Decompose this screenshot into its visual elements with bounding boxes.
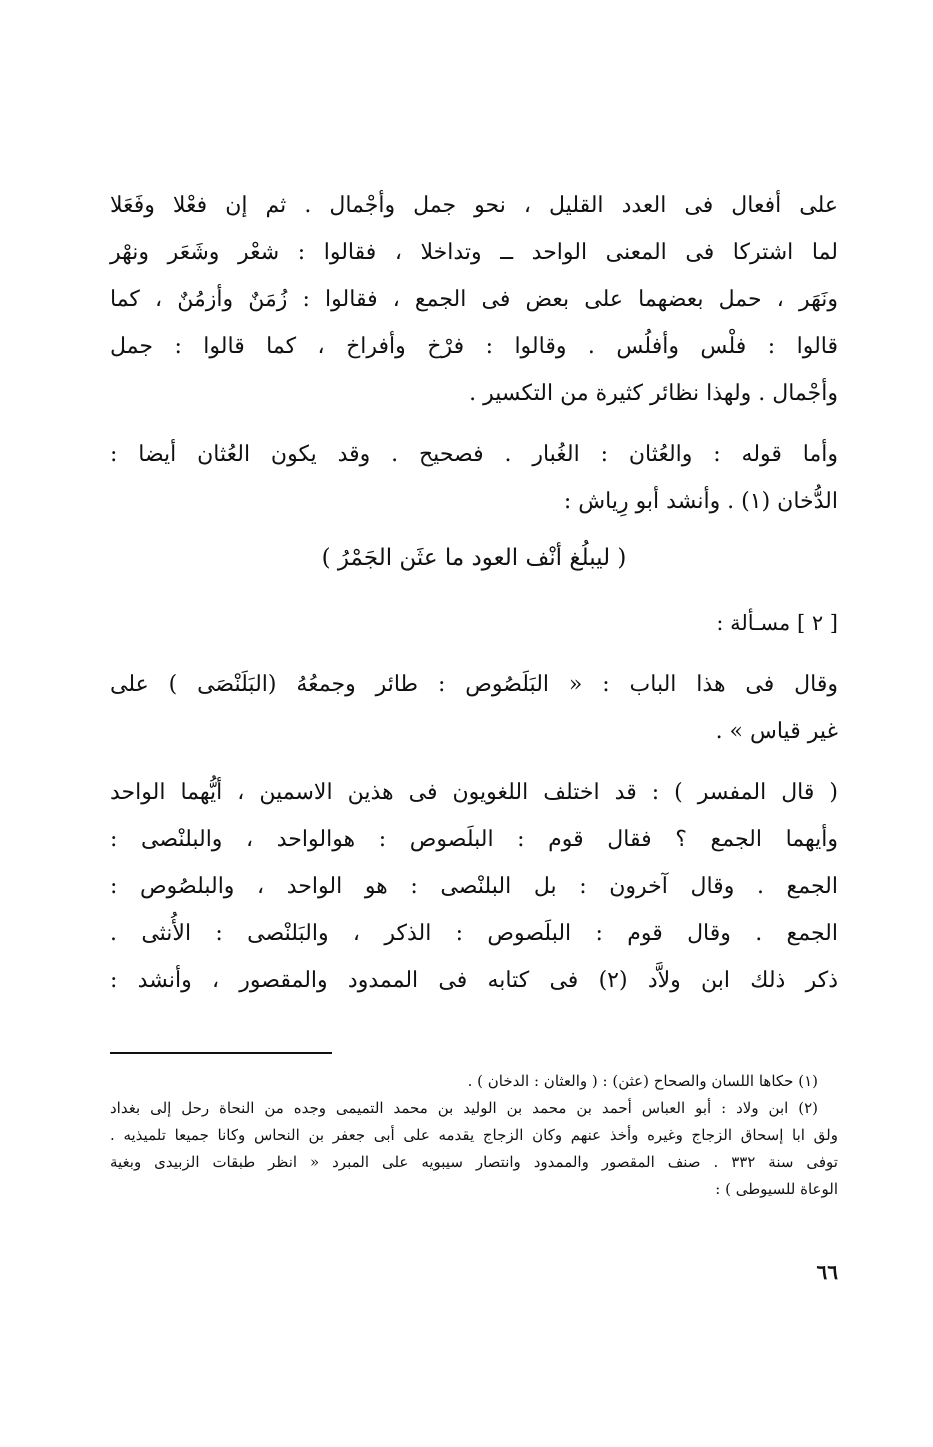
text-line: الجمع . وقال آخرون : بل البلنْصى : هو الواحد ، والبلصُوص :	[110, 874, 838, 899]
footnote-2-line: توفى سنة ٣٣٢ . صنف المقصور والممدود وانتصار سيبويه على المبرد « انظر طبقات الزبيدى وبغية	[110, 1153, 838, 1171]
footnotes	[110, 1068, 838, 1203]
text-line: ذكر ذلك ابن ولاَّد (٢) فى كتابه فى الممدود والمقصور ، وأنشد :	[110, 968, 838, 993]
text-line: الجمع . وقال قوم : البلَصوص : الذكر ، والبَلنْصى : الأُنثى .	[110, 921, 838, 946]
footnote-2-line: الوعاة للسيوطى ) :	[715, 1180, 838, 1198]
section-heading: [ ٢ ] مسـألة :	[716, 611, 838, 635]
text-line: وأما قوله : والعُثان : الغُبار . فصحيح . وقد يكون العُثان أيضا :	[110, 442, 838, 467]
text-line: وأجْمال . ولهذا نظائر كثيرة من التكسير .	[469, 381, 838, 406]
paragraph-1	[110, 182, 838, 417]
verse-quote: ( ليبلُغ أنْف العود ما عثَن الجَمْرُ )	[321, 545, 627, 571]
page-number: ٦٦	[816, 1260, 838, 1284]
text-line: على أفعال فى العدد القليل ، نحو جمل وأجْمال . ثم إن فعْلا وفَعَلا	[110, 193, 838, 218]
text-line: قالوا : فلْس وأفلُس . وقالوا : فرْخ وأفراخ ، كما قالوا : جمل	[110, 334, 838, 359]
text-line: وأيهما الجمع ؟ فقال قوم : البلَصوص : هوالواحد ، والبلنْصى :	[110, 827, 838, 852]
paragraph-3	[110, 661, 838, 755]
footnote-divider	[110, 1052, 332, 1054]
text-line: ونَهَر ، حمل بعضهما على بعض فى الجمع ، فقالوا : زُمَنٌ وأزمُنٌ ، كما	[110, 287, 838, 312]
text-line: الدُّخان (١) . وأنشد أبو رِياش :	[563, 489, 838, 514]
text-line: غير قياس » .	[715, 719, 838, 744]
footnote-2-line: ولق ابا إسحاق الزجاج وغيره وأخذ عنهم وكان الزجاج يقدمه على أبى جعفر بن النحاس وكانا جميعا تلميذيه .	[110, 1126, 838, 1144]
text-line: ( قال المفسر ) : قد اختلف اللغويون فى هذين الاسمين ، أيُّهما الواحد	[110, 780, 838, 805]
paragraph-4	[110, 769, 838, 1004]
paragraph-2	[110, 431, 838, 525]
footnote-1: (١) حكاها اللسان والصحاح (عثن) : ( والعثان : الدخان ) .	[467, 1072, 818, 1090]
text-line: وقال فى هذا الباب : « البَلَصُوص : طائر وجمعُهُ (البَلَنْصَى ) على	[110, 672, 838, 697]
footnote-2-line: (٢) ابن ولاد : أبو العباس أحمد بن محمد بن الوليد بن محمد التميمى وجده من النحاة رحل إلى بغداد	[110, 1099, 818, 1117]
text-line: لما اشتركا فى المعنى الواحد ــ وتداخلا ، فقالوا : شعْر وشَعَر ونهْر	[110, 240, 838, 265]
main-text	[110, 182, 838, 1422]
